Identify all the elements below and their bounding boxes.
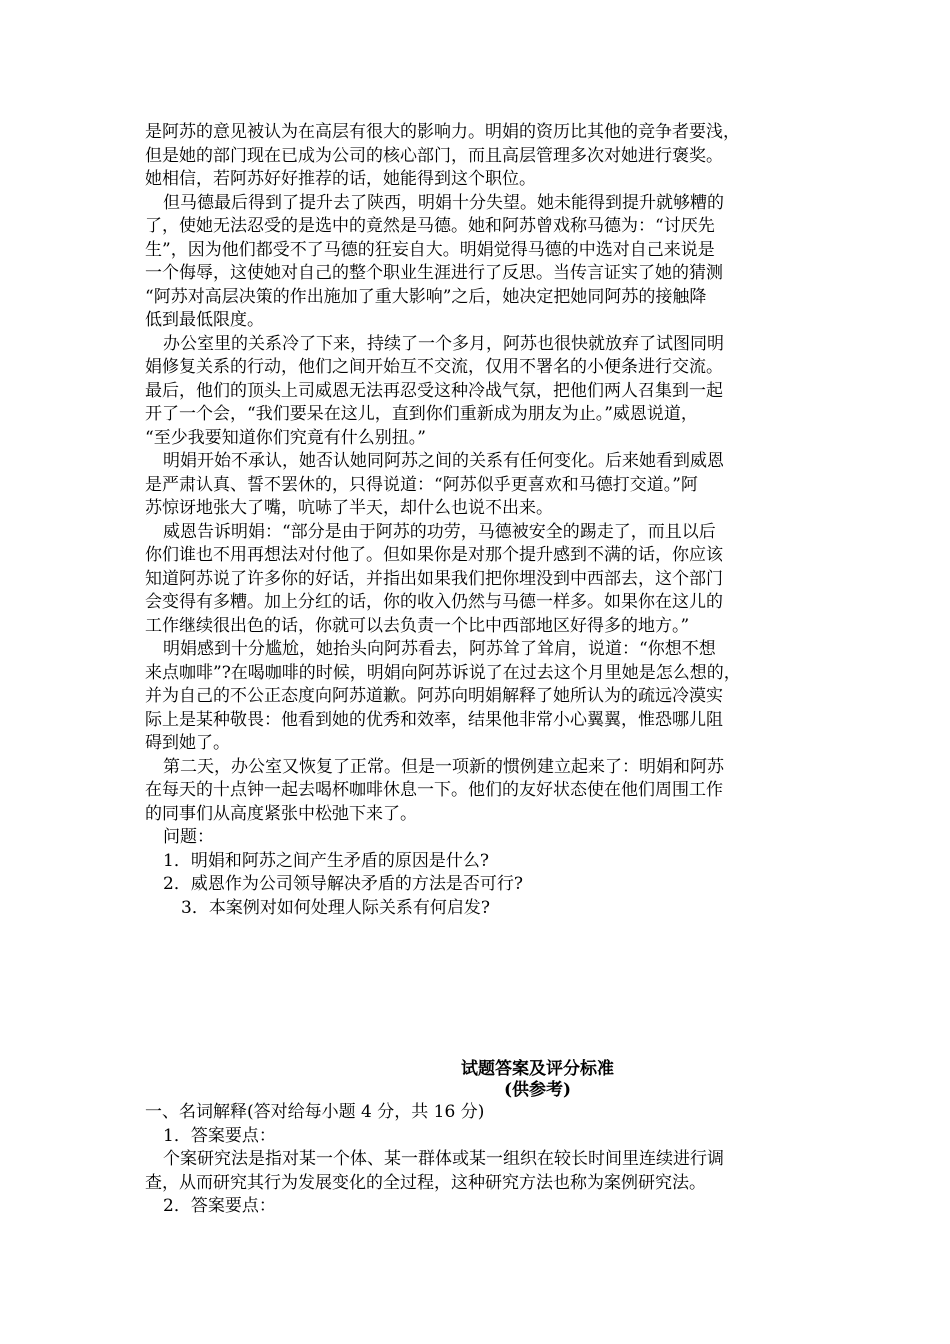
answer-label: 2．答案要点： (163, 1196, 276, 1216)
text-line: 开了一个会，“我们要呆在这儿，直到你们重新成为朋友为止。”威恩说道， (145, 404, 698, 424)
answers-title: 试题答案及评分标准 (461, 1059, 614, 1079)
paragraph-7 (145, 756, 810, 827)
paragraph-1 (145, 121, 810, 192)
text-line: 工作继续很出色的话，你就可以去负责一个比中西部地区好得多的地方。” (145, 615, 690, 636)
document-page (145, 121, 810, 1219)
text-line: 办公室里的关系冷了下来，持续了一个多月，阿苏也很快就放弃了试图同明 (163, 333, 724, 354)
page-gap (145, 920, 810, 1059)
text-line: 在每天的十点钟一起去喝杯咖啡休息一下。他们的友好状态使在他们周围工作 (145, 780, 723, 800)
text-line: 际上是某种敬畏：他看到她的优秀和效率，结果他非常小心翼翼，惟恐哪儿阻 (145, 709, 723, 730)
section-heading: 一、名词解释(答对给每小题 4 分，共 16 分) (145, 1102, 485, 1122)
text-line: 并为自己的不公正态度向阿苏道歉。阿苏向明娟解释了她所认为的疏远冷漠实 (145, 686, 723, 706)
answers-section (145, 1059, 810, 1219)
question-item: 3．本案例对如何处理人际关系有何启发? (181, 897, 490, 918)
text-line: 一个侮辱，这使她对自己的整个职业生涯进行了反思。当传言证实了她的猜测 (145, 263, 723, 283)
text-line: 来点咖啡”?在喝咖啡的时候，明娟向阿苏诉说了在过去这个月里她是怎么想的， (145, 662, 741, 683)
text-line: 碍到她了。 (145, 733, 230, 753)
text-line: 是阿苏的意见被认为在高层有很大的影响力。明娟的资历比其他的竞争者要浅， (145, 122, 740, 142)
text-line: 是严肃认真、誓不罢休的，只得说道：“阿苏似乎更喜欢和马德打交道。”阿 (145, 474, 698, 495)
text-line: 低到最低限度。 (145, 310, 264, 330)
text-line: 了，使她无法忍受的是选中的竟然是马德。她和阿苏曾戏称马德为：“讨厌先 (145, 216, 715, 236)
answer-label: 1．答案要点： (163, 1125, 276, 1146)
text-line: 明娟开始不承认，她否认她同阿苏之间的关系有任何变化。后来她看到威恩 (163, 451, 724, 471)
text-line: “阿苏对高层决策的作出施加了重大影响”之后，她决定把她同阿苏的接触降 (145, 286, 707, 307)
text-line: 明娟感到十分尴尬，她抬头向阿苏看去，阿苏耸了耸肩，说道：“你想不想 (163, 639, 716, 659)
text-line: 个案研究法是指对某一个体、某一群体或某一组织在较长时间里连续进行调 (163, 1149, 724, 1169)
paragraph-6 (145, 638, 810, 756)
text-line: 查，从而研究其行为发展变化的全过程，这种研究方法也称为案例研究法。 (145, 1172, 706, 1193)
text-line: 知道阿苏说了许多你的好话，并指出如果我们把你埋没到中西部去，这个部门 (145, 568, 723, 589)
answers-subtitle: (供参考) (503, 1080, 572, 1100)
text-line: 但马德最后得到了提升去了陕西，明娟十分失望。她未能得到提升就够糟的 (163, 192, 724, 213)
question-item: 1．明娟和阿苏之间产生矛盾的原因是什么? (163, 850, 489, 871)
text-line: 但是她的部门现在已成为公司的核心部门，而且高层管理多次对她进行褒奖。 (145, 145, 723, 166)
text-line: 生”，因为他们都受不了马德的狂妄自大。明娟觉得马德的中选对自己来说是 (145, 239, 715, 260)
text-line: 她相信，若阿苏好好推荐的话，她能得到这个职位。 (145, 169, 536, 189)
text-line: 第二天，办公室又恢复了正常。但是一项新的惯例建立起来了：明娟和阿苏 (163, 756, 724, 777)
text-line: 娟修复关系的行动，他们之间开始互不交流，仅用不署名的小便条进行交流。 (145, 357, 723, 377)
text-line: 你们谁也不用再想法对付他了。但如果你是对那个提升感到不满的话，你应该 (145, 545, 723, 565)
questions-block (145, 826, 810, 920)
text-line: 威恩告诉明娟：“部分是由于阿苏的功劳，马德被安全的踢走了，而且以后 (163, 521, 716, 542)
text-line: “至少我要知道你们究竟有什么别扭。” (145, 427, 426, 448)
text-line: 的同事们从高度紧张中松弛下来了。 (145, 803, 417, 824)
text-line: 会变得有多糟。加上分红的话，你的收入仍然与马德一样多。如果你在这儿的 (145, 592, 723, 612)
question-item: 2．威恩作为公司领导解决矛盾的方法是否可行? (163, 874, 523, 894)
text-line: 苏惊讶地张大了嘴，吭哧了半天，却什么也说不出来。 (145, 498, 553, 518)
paragraph-5 (145, 521, 810, 639)
paragraph-2 (145, 192, 810, 333)
paragraph-3 (145, 333, 810, 451)
text-line: 最后，他们的顶头上司威恩无法再忍受这种冷战气氛，把他们两人召集到一起 (145, 380, 723, 401)
questions-label: 问题： (163, 827, 214, 847)
paragraph-4 (145, 450, 810, 521)
